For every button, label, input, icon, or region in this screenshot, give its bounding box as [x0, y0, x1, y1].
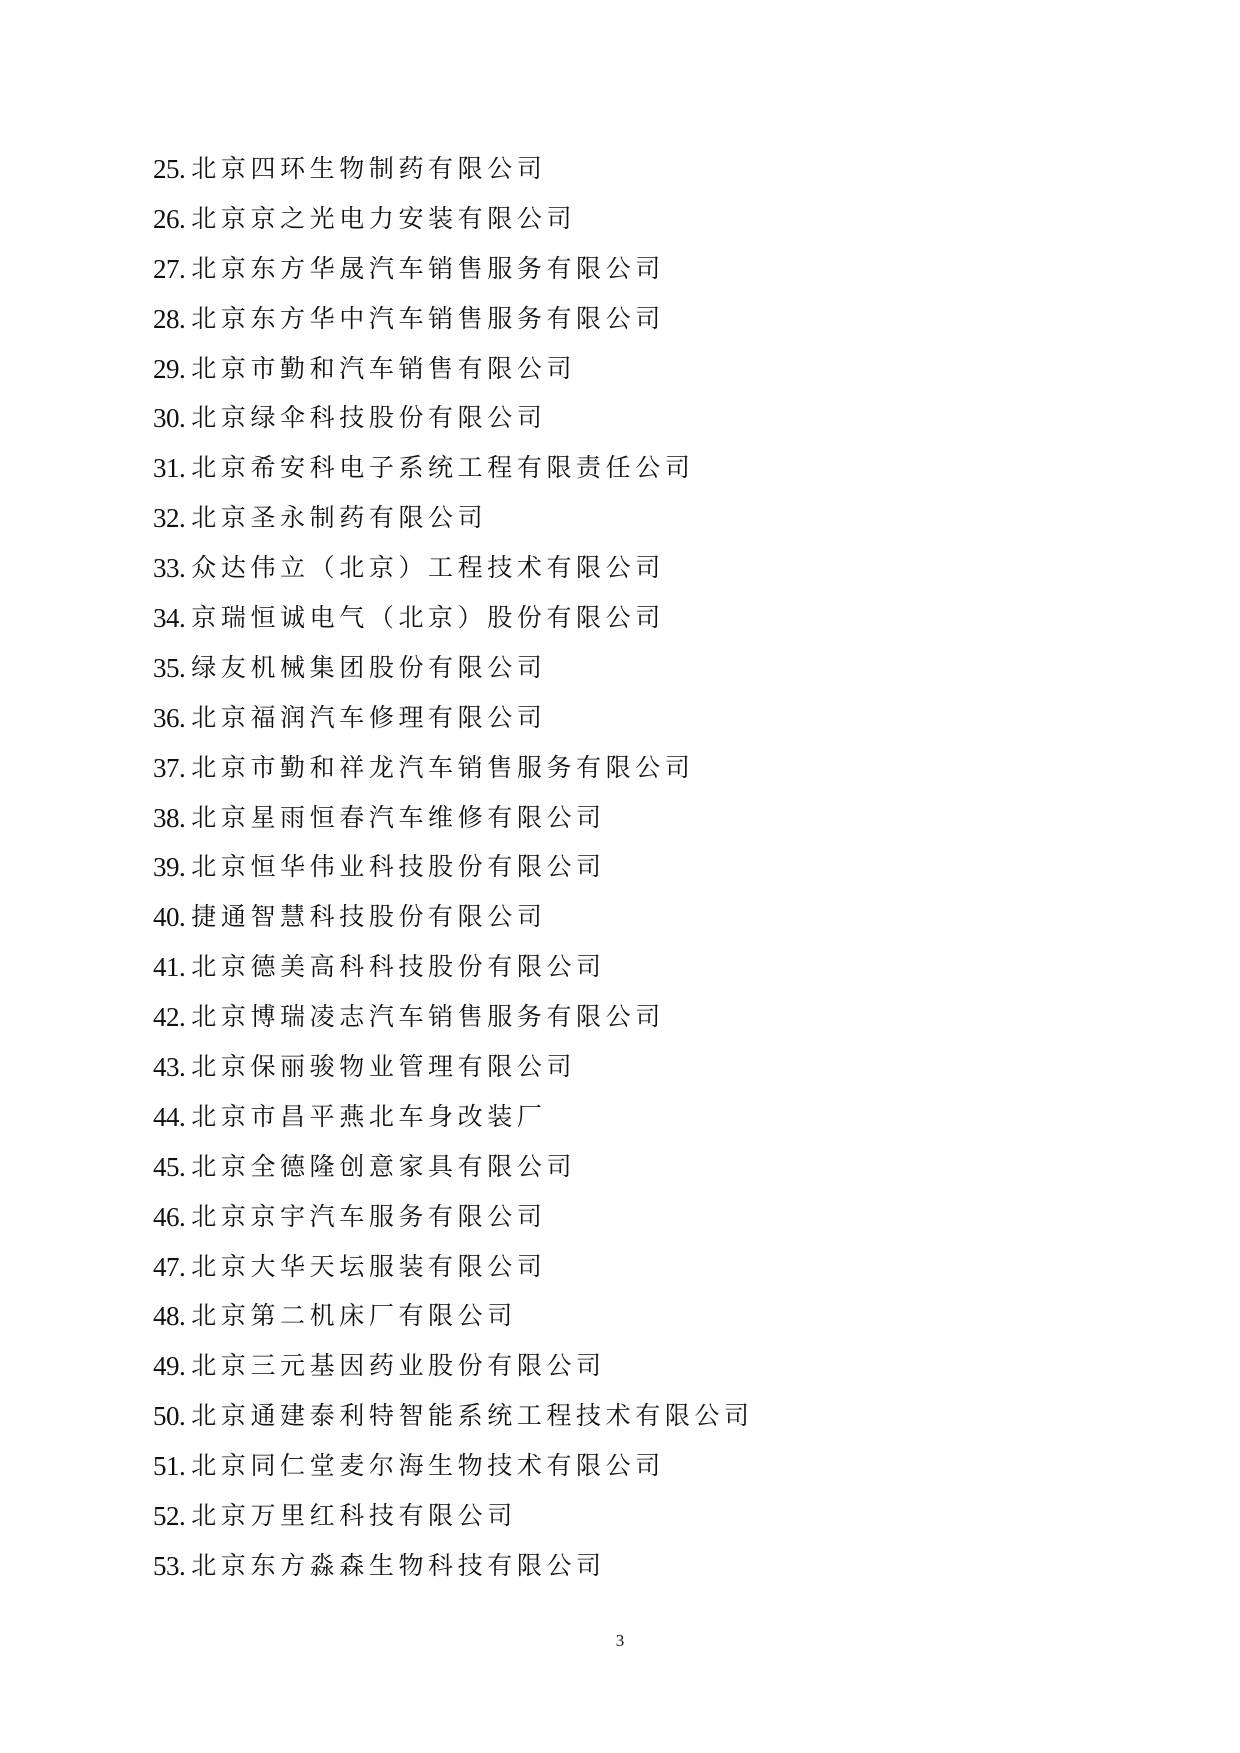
item-number: 49.	[153, 1351, 186, 1382]
item-number: 39.	[153, 852, 186, 883]
list-item	[153, 1148, 754, 1198]
company-list	[153, 150, 754, 1597]
list-item	[153, 399, 754, 449]
list-item	[153, 1447, 754, 1497]
item-number: 32.	[153, 503, 186, 534]
item-number: 53.	[153, 1550, 186, 1581]
company-name: 北京京之光电力安装有限公司	[191, 203, 577, 233]
company-name: 北京京宇汽车服务有限公司	[191, 1201, 547, 1231]
company-name: 北京东方华中汽车销售服务有限公司	[191, 303, 665, 333]
company-name: 北京福润汽车修理有限公司	[191, 702, 547, 732]
company-name: 北京全德隆创意家具有限公司	[191, 1151, 577, 1181]
list-item	[153, 599, 754, 649]
item-number: 33.	[153, 553, 186, 584]
list-item	[153, 250, 754, 300]
company-name: 北京市勤和汽车销售有限公司	[191, 353, 577, 383]
list-item	[153, 1397, 754, 1447]
company-name: 北京东方华晟汽车销售服务有限公司	[191, 253, 665, 283]
item-number: 38.	[153, 802, 186, 833]
list-item	[153, 1497, 754, 1547]
list-item	[153, 1048, 754, 1098]
list-item	[153, 499, 754, 549]
company-name: 北京市勤和祥龙汽车销售服务有限公司	[191, 752, 695, 782]
company-name: 捷通智慧科技股份有限公司	[191, 902, 547, 932]
item-number: 31.	[153, 453, 186, 484]
company-name: 绿友机械集团股份有限公司	[191, 652, 547, 682]
company-name: 北京绿伞科技股份有限公司	[191, 403, 547, 433]
page-number: 3	[615, 1631, 625, 1650]
company-name: 北京同仁堂麦尔海生物技术有限公司	[191, 1451, 665, 1481]
list-item	[153, 1248, 754, 1298]
list-item	[153, 1198, 754, 1248]
list-item	[153, 1547, 754, 1597]
list-item	[153, 300, 754, 350]
item-number: 47.	[153, 1251, 186, 1282]
item-number: 36.	[153, 702, 186, 733]
company-name: 北京博瑞凌志汽车销售服务有限公司	[191, 1002, 665, 1032]
item-number: 27.	[153, 253, 186, 284]
list-item	[153, 699, 754, 749]
list-item	[153, 799, 754, 849]
item-number: 34.	[153, 603, 186, 634]
company-name: 北京星雨恒春汽车维修有限公司	[191, 802, 606, 832]
company-name: 北京三元基因药业股份有限公司	[191, 1351, 606, 1381]
company-name: 北京保丽骏物业管理有限公司	[191, 1052, 577, 1082]
item-number: 25.	[153, 154, 186, 184]
company-name: 北京通建泰利特智能系统工程技术有限公司	[191, 1401, 754, 1431]
list-item	[153, 948, 754, 998]
company-name: 北京市昌平燕北车身改装厂	[191, 1101, 547, 1131]
list-item	[153, 200, 754, 250]
item-number: 48.	[153, 1301, 186, 1332]
list-item	[153, 1347, 754, 1397]
company-name: 京瑞恒诚电气（北京）股份有限公司	[191, 603, 665, 633]
list-item	[153, 449, 754, 499]
company-name: 北京希安科电子系统工程有限责任公司	[191, 453, 695, 483]
list-item	[153, 150, 754, 200]
item-number: 44.	[153, 1101, 186, 1132]
list-item	[153, 1098, 754, 1148]
item-number: 28.	[153, 303, 186, 334]
item-number: 42.	[153, 1002, 186, 1033]
company-name: 北京恒华伟业科技股份有限公司	[191, 852, 606, 882]
item-number: 46.	[153, 1201, 186, 1232]
item-number: 50.	[153, 1401, 186, 1432]
list-item	[153, 649, 754, 699]
item-number: 37.	[153, 752, 186, 783]
item-number: 40.	[153, 902, 186, 933]
company-name: 北京万里红科技有限公司	[191, 1501, 517, 1531]
company-name: 北京圣永制药有限公司	[191, 503, 488, 533]
company-name: 众达伟立（北京）工程技术有限公司	[191, 553, 665, 583]
list-item	[153, 848, 754, 898]
item-number: 45.	[153, 1151, 186, 1182]
list-item	[153, 549, 754, 599]
item-number: 43.	[153, 1052, 186, 1083]
item-number: 30.	[153, 403, 186, 434]
item-number: 26.	[153, 203, 186, 234]
company-name: 北京德美高科科技股份有限公司	[191, 952, 606, 982]
item-number: 35.	[153, 652, 186, 683]
list-item	[153, 898, 754, 948]
list-item	[153, 998, 754, 1048]
company-name: 北京大华天坛服装有限公司	[191, 1251, 547, 1281]
item-number: 29.	[153, 353, 186, 384]
company-name: 北京第二机床厂有限公司	[191, 1301, 517, 1331]
item-number: 51.	[153, 1451, 186, 1482]
list-item	[153, 749, 754, 799]
company-name: 北京东方淼森生物科技有限公司	[191, 1550, 606, 1580]
company-name: 北京四环生物制药有限公司	[191, 154, 547, 183]
item-number: 41.	[153, 952, 186, 983]
item-number: 52.	[153, 1501, 186, 1532]
list-item	[153, 1297, 754, 1347]
list-item	[153, 350, 754, 400]
